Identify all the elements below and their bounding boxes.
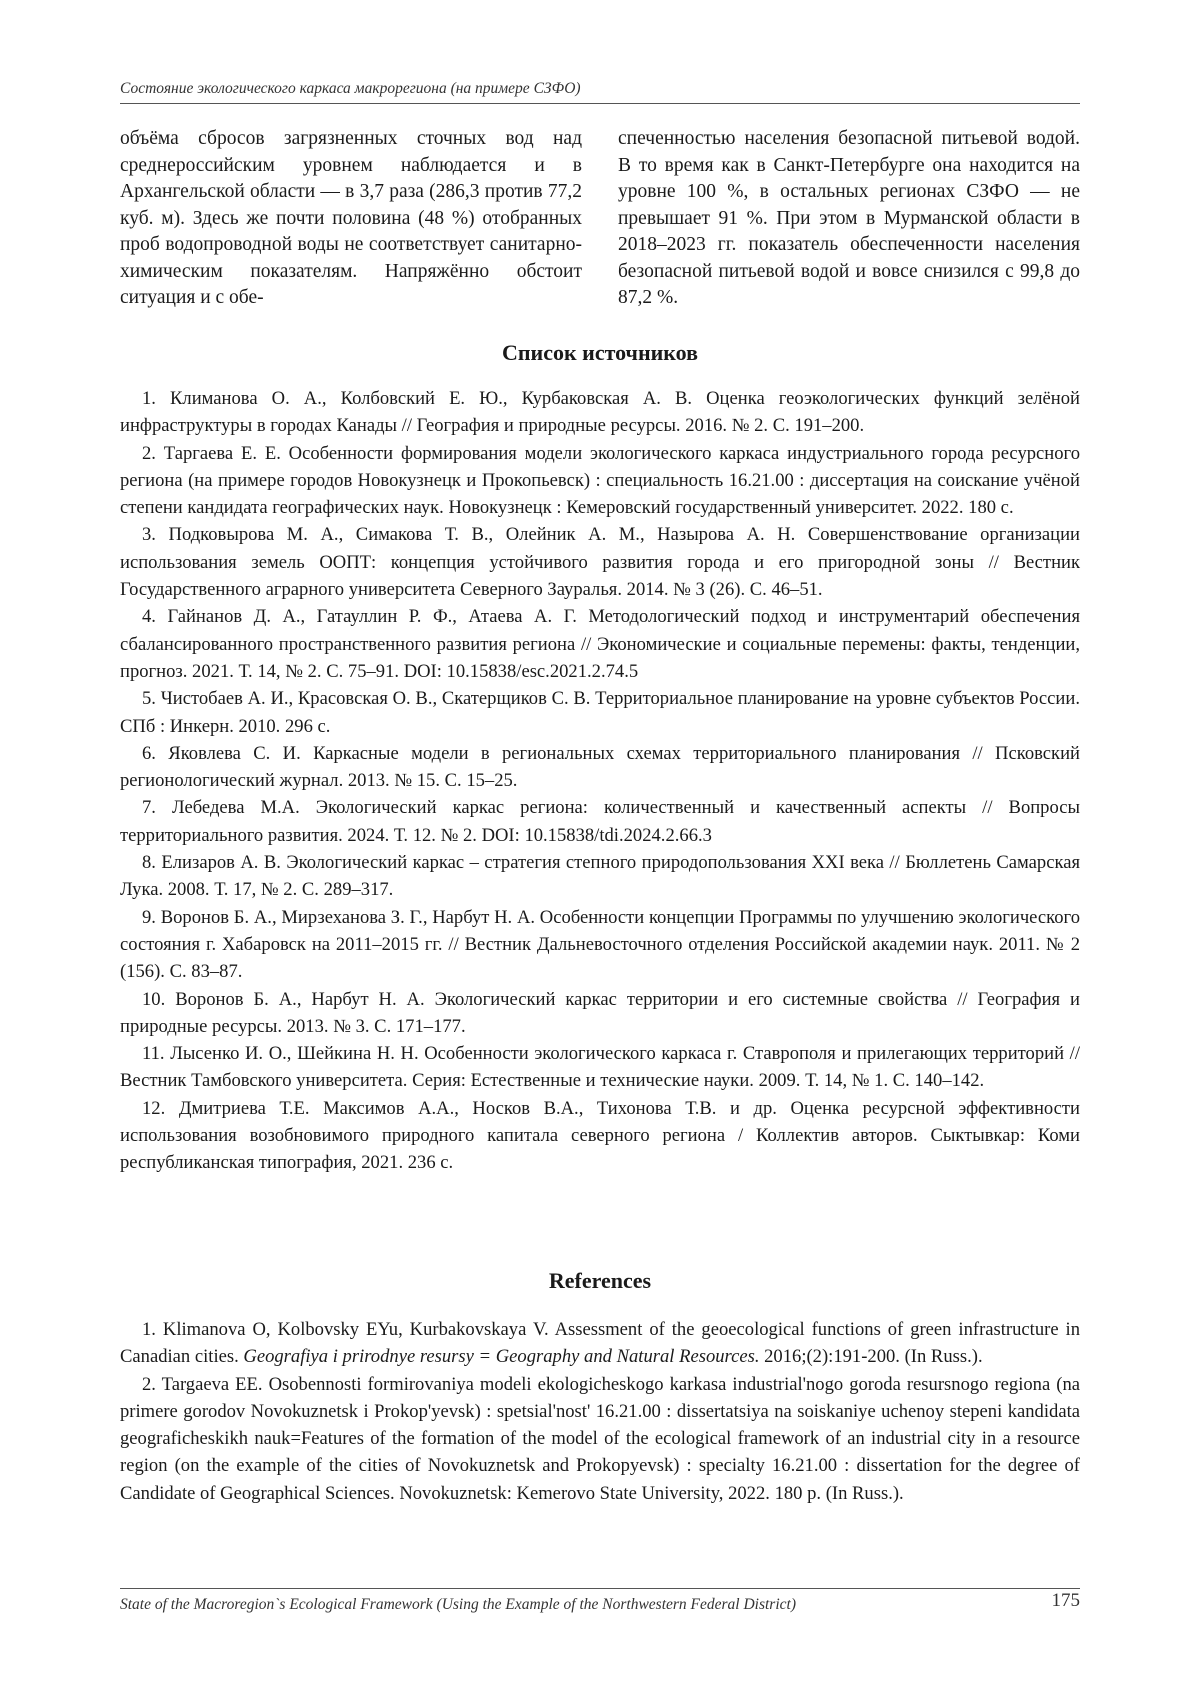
source-item [120, 849, 1080, 904]
running-footer: State of the Macroregion`s Ecological Framework (Using the Example of the Northwestern Federal District) [120, 1596, 796, 1613]
source-number: 1. [142, 388, 156, 409]
source-item [120, 986, 1080, 1041]
sources-heading: Список источников [501, 340, 699, 365]
reference-item [120, 1371, 1080, 1507]
source-text: Гайнанов Д. А., Гатауллин Р. Ф., Атаева А. Г. Методологический подход и инструментарий обеспечения сбалансированного пространственного развития региона // Экономические и социальные перемены: факты, тенденции, прогноз. 2021. Т. 14, № 2. С. 75–91. DOI: 10.15838/esc.2021.2.74.5 [120, 606, 1080, 682]
source-text: Яковлева С. И. Каркасные модели в региональных схемах территориального планирования // Псковский регионологический журнал. 2013. № 15. С. 15–25. [120, 742, 1080, 792]
source-number: 11. [142, 1043, 165, 1065]
source-text: Подковырова М. А., Симакова Т. В., Олейник А. М., Назырова А. Н. Совершенствование организации использования земель ООПТ: концепция устойчивого развития города и его пригородной зоны // Вестник Государственного аграрного университета Северного Зауралья. 2014. № 3 (26). С. 46–51. [120, 524, 1080, 601]
page-number: 175 [1051, 1590, 1080, 1611]
reference-number: 1. [142, 1319, 156, 1340]
source-number: 12. [142, 1097, 166, 1119]
reference-item [120, 1316, 1080, 1371]
reference-journal-title: Geografiya i prirodnye resursy = Geography and Natural Resources. [243, 1346, 760, 1368]
reference-text: Targaeva EE. Osobennosti formirovaniya modeli ekologicheskogo karkasa industrial'nogo goroda resursnogo regiona (na primere gorodov Novokuznetsk i Prokop'yevsk) : spetsial'nost' 16.21.00 : dissertatsiya na soiskaniye uchenoy stepeni kandidata geograficheskikh nauk=Features of the formation of the model of the ecological framework of an industrial city in a resource region (on the example of the cities of Novokuznetsk and Prokopyevsk) : specialty 16.21.00 : dissertation for the degree of Candidate of Geographical Sciences. Novokuznetsk: Kemerovo State University, 2022. 180 p. (In Russ.). [120, 1373, 1080, 1504]
source-text: Климанова О. А., Колбовский Е. Ю., Курбаковская А. В. Оценка геоэкологических функций зелёной инфраструктуры в городах Канады // География и природные ресурсы. 2016. № 2. С. 191–200. [120, 388, 1080, 437]
body-column-right [618, 126, 1080, 312]
source-text: Воронов Б. А., Мирзеханова З. Г., Нарбут Н. А. Особенности концепции Программы по улучшению экологического состояния г. Хабаровск на 2011–2015 гг. // Вестник Дальневосточного отделения Российской академии наук. 2011. № 2 (156). С. 83–87. [120, 906, 1080, 983]
running-header: Состояние экологического каркаса макрорегиона (на примере СЗФО) [120, 80, 581, 97]
source-number: 4. [142, 606, 156, 628]
body-column-left [120, 126, 582, 312]
source-text: Елизаров А. В. Экологический каркас – стратегия степного природопользования XXI века // Бюллетень Самарская Лука. 2008. Т. 17, № 2. С. 289–317. [120, 852, 1080, 901]
references-list [120, 1316, 1080, 1507]
source-item [120, 794, 1080, 849]
reference-text-tail: 2016;(2):191-200. (In Russ.). [759, 1346, 983, 1368]
source-item [120, 740, 1080, 795]
footer-divider [120, 1588, 1080, 1589]
source-item [120, 440, 1080, 522]
source-text: Таргаева Е. Е. Особенности формирования модели экологического каркаса индустриального города ресурсного региона (на примере городов Новокузнецк и Прокопьевск) : специальность 16.21.00 : диссертация на соискание учёной степени кандидата географических наук. Новокузнецк : Кемеровский государственный университет. 2022. 180 с. [120, 442, 1080, 519]
reference-number: 2. [142, 1373, 156, 1395]
source-number: 8. [142, 852, 156, 874]
reference-text: Klimanova O, Kolbovsky EYu, Kurbakovskaya V. Assessment of the geoecological functions of green infrastructure in Canadian cities. [120, 1319, 1080, 1368]
source-number: 6. [142, 742, 156, 764]
body-paragraph-right: спеченностью населения безопасной питьевой водой. В то время как в Санкт-Петербурге она находится на уровне 100 %, в остальных регионах СЗФО — не превышает 91 %. При этом в Мурманской области в 2018–2023 гг. показатель обеспеченности населения безопасной питьевой водой и вовсе снизился с 99,8 до 87,2 %. [618, 128, 1080, 308]
source-number: 5. [142, 688, 156, 710]
source-item [120, 1040, 1080, 1095]
sources-list [120, 385, 1080, 1177]
source-number: 2. [142, 442, 156, 464]
source-item [120, 521, 1080, 603]
source-text: Воронов Б. А., Нарбут Н. А. Экологический каркас территории и его системные свойства // География и природные ресурсы. 2013. № 3. С. 171–177. [120, 988, 1080, 1037]
source-text: Лебедева М.А. Экологический каркас региона: количественный и качественный аспекты // Вопросы территориального развития. 2024. Т. 12. № 2. DOI: 10.15838/tdi.2024.2.66.3 [120, 797, 1080, 846]
source-number: 10. [142, 988, 166, 1010]
source-number: 7. [142, 797, 156, 819]
source-item [120, 685, 1080, 740]
source-item [120, 904, 1080, 986]
source-number: 9. [142, 906, 156, 928]
source-text: Дмитриева Т.Е. Максимов А.А., Носков В.А., Тихонова Т.В. и др. Оценка ресурсной эффективности использования возобновимого природного капитала северного региона / Коллектив авторов. Сыктывкар: Коми республиканская типография, 2021. 236 с. [120, 1097, 1080, 1174]
source-item [120, 603, 1080, 685]
source-item [120, 1095, 1080, 1177]
source-text: Чистобаев А. И., Красовская О. В., Скатерщиков С. В. Территориальное планирование на уровне субъектов России. СПб : Инкерн. 2010. 296 с. [120, 688, 1080, 737]
references-heading: References [548, 1268, 652, 1293]
body-paragraph-left: объёма сбросов загрязненных сточных вод над среднероссийским уровнем наблюдается и в Архангельской области — в 3,7 раза (286,3 против 77,2 куб. м). Здесь же почти половина (48 %) отобранных проб водопроводной воды не соответствует санитарно-химическим показателям. Напряжённо обстоит ситуация и с обе- [120, 128, 582, 308]
header-divider [120, 103, 1080, 104]
source-item [120, 385, 1080, 440]
source-text: Лысенко И. О., Шейкина Н. Н. Особенности экологического каркаса г. Ставрополя и прилегающих территорий // Вестник Тамбовского университета. Серия: Естественные и технические науки. 2009. Т. 14, № 1. С. 140–142. [120, 1043, 1080, 1092]
source-number: 3. [142, 524, 156, 546]
